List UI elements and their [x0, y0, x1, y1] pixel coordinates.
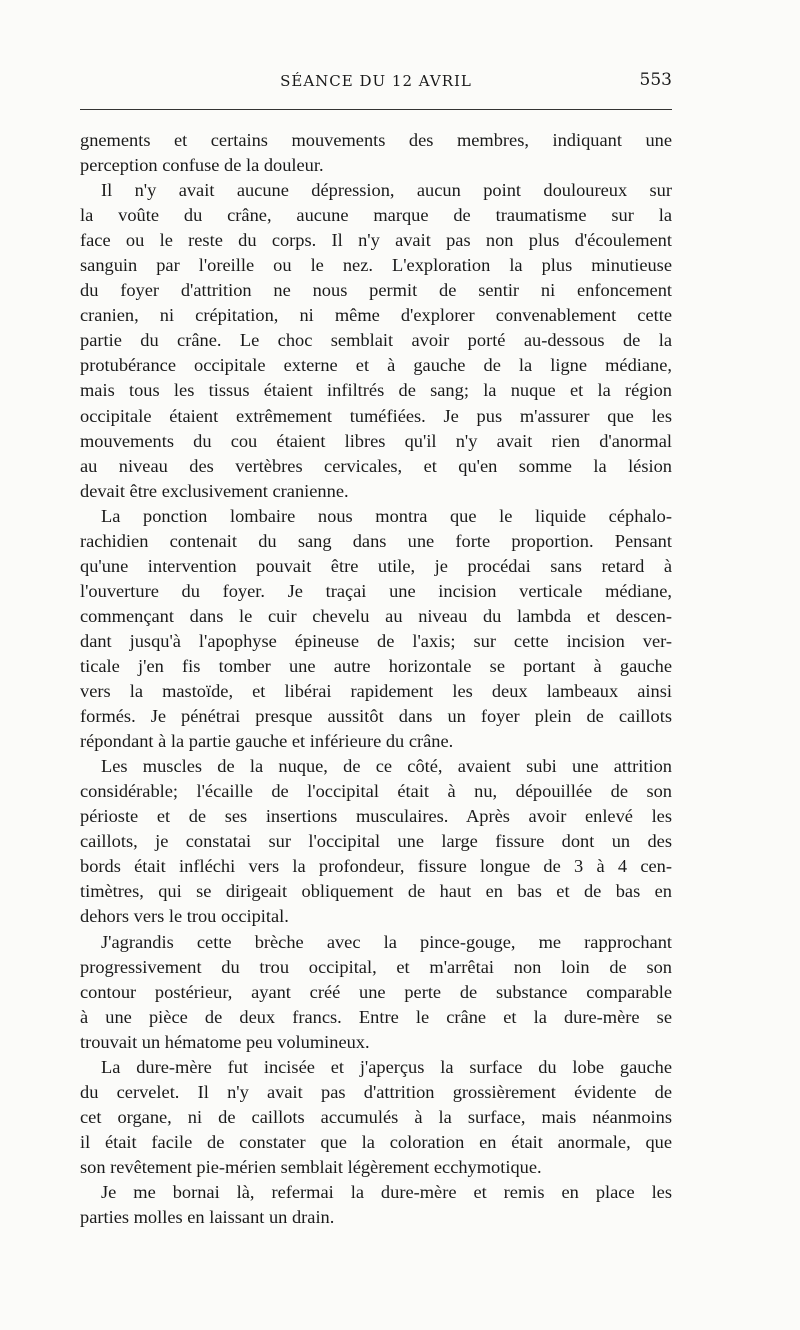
text-line: commençant dans le cuir chevelu au niveau du lambda et descen-	[80, 605, 672, 626]
page-number: 553	[639, 70, 672, 90]
text-line: ticale j'en fis tomber une autre horizontale se portant à gauche	[80, 655, 672, 676]
text-line: à une pièce de deux francs. Entre le crâne et la dure-mère se	[80, 1006, 672, 1027]
text-line: répondant à la partie gauche et inférieure du crâne.	[80, 731, 454, 752]
text-line: rachidien contenait du sang dans une forte proportion. Pensant	[80, 530, 672, 551]
header-rule	[80, 109, 672, 110]
text-line: son revêtement pie-mérien semblait légèrement ecchymotique.	[80, 1156, 542, 1177]
text-line: gnements et certains mouvements des membres, indiquant une	[80, 130, 672, 150]
text-line: l'ouverture du foyer. Je traçai une incision verticale médiane,	[80, 580, 672, 601]
text-line: partie du crâne. Le choc semblait avoir porté au-dessous de la	[80, 330, 672, 351]
text-line: Il n'y avait aucune dépression, aucun point douloureux sur	[101, 180, 672, 201]
text-line: La ponction lombaire nous montra que le liquide céphalo-	[101, 505, 672, 526]
text-line: Je me bornai là, refermai la dure-mère et remis en place les	[101, 1181, 672, 1202]
text-line: J'agrandis cette brèche avec la pince-gouge, me rapprochant	[101, 931, 672, 952]
text-line: La dure-mère fut incisée et j'aperçus la surface du lobe gauche	[101, 1056, 672, 1077]
running-title: SÉANCE DU 12 AVRIL	[280, 72, 472, 90]
text-line: mouvements du cou étaient libres qu'il n'y avait rien d'anormal	[80, 430, 672, 451]
text-line: face ou le reste du corps. Il n'y avait pas non plus d'écoulement	[80, 230, 672, 251]
text-line: la voûte du crâne, aucune marque de traumatisme sur la	[80, 205, 672, 226]
text-line: considérable; l'écaille de l'occipital était à nu, dépouillée de son	[80, 781, 672, 802]
text-line: Les muscles de la nuque, de ce côté, avaient subi une attrition	[101, 756, 672, 777]
text-line: vers la mastoïde, et libérai rapidement les deux lambeaux ainsi	[80, 681, 672, 702]
text-line: parties molles en laissant un drain.	[80, 1207, 335, 1228]
text-line: occipitale étaient extrêmement tuméfiées. Je pus m'assurer que les	[80, 405, 672, 426]
text-line: perception confuse de la douleur.	[80, 155, 324, 176]
text-line: protubérance occipitale externe et à gauche de la ligne médiane,	[80, 355, 672, 376]
text-line: il était facile de constater que la coloration en était anormale, que	[80, 1131, 672, 1152]
running-head	[80, 70, 672, 92]
text-line: au niveau des vertèbres cervicales, et qu'en somme la lésion	[80, 455, 672, 476]
text-line: du foyer d'attrition ne nous permit de sentir ni enfoncement	[80, 280, 672, 301]
text-line: formés. Je pénétrai presque aussitôt dans un foyer plein de caillots	[80, 706, 672, 727]
text-line: timètres, qui se dirigeait obliquement de haut en bas et de bas en	[80, 881, 672, 902]
text-line: périoste et de ses insertions musculaires. Après avoir enlevé les	[80, 806, 672, 827]
text-line: devait être exclusivement cranienne.	[80, 480, 349, 501]
text-line: dant jusqu'à l'apophyse épineuse de l'axis; sur cette incision ver-	[80, 630, 672, 651]
text-line: cranien, ni crépitation, ni même d'explorer convenablement cette	[80, 305, 672, 326]
body-text	[80, 128, 672, 1230]
text-line: dehors vers le trou occipital.	[80, 906, 289, 927]
text-line: bords était infléchi vers la profondeur, fissure longue de 3 à 4 cen-	[80, 856, 672, 877]
text-line: contour postérieur, ayant créé une perte de substance comparable	[80, 981, 672, 1002]
text-line: mais tous les tissus étaient infiltrés de sang; la nuque et la région	[80, 380, 672, 401]
text-line: cet organe, ni de caillots accumulés à la surface, mais néanmoins	[80, 1106, 672, 1127]
text-line: progressivement du trou occipital, et m'arrêtai non loin de son	[80, 956, 672, 977]
text-line: trouvait un hématome peu volumineux.	[80, 1031, 370, 1052]
text-line: caillots, je constatai sur l'occipital une large fissure dont un des	[80, 831, 672, 852]
text-line: du cervelet. Il n'y avait pas d'attrition grossièrement évidente de	[80, 1081, 672, 1102]
text-line: qu'une intervention pouvait être utile, je procédai sans retard à	[80, 555, 672, 576]
text-line: sanguin par l'oreille ou le nez. L'exploration la plus minutieuse	[80, 255, 672, 276]
